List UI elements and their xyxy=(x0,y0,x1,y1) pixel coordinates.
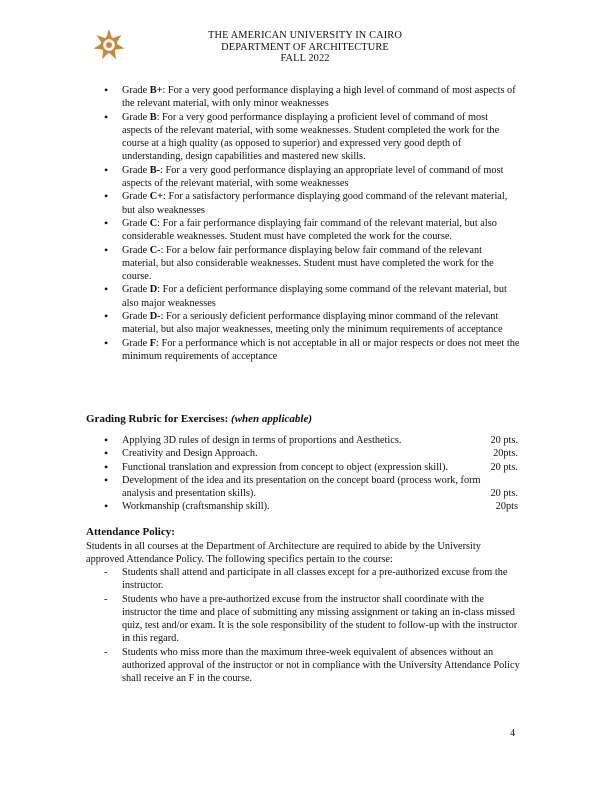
list-item: • Grade C: For a fair performance displaying fair command of the relevant material, but also considerable weaknesses. Student must have completed the work for the course. xyxy=(104,217,520,244)
list-item: • Grade F: For a performance which is not acceptable in all or major respects or does not meet the minimum requirements of acceptance xyxy=(104,337,520,364)
attendance-list xyxy=(104,566,520,686)
rubric-points: 20 pts. xyxy=(490,461,518,473)
rubric-note: (when applicable) xyxy=(231,413,312,425)
rubric-item: • Development of the idea and its presentation on the concept board (process work, form analysis and presentation skills). 20 pts. xyxy=(104,474,518,501)
list-item: - Students who have a pre-authorized excuse from the instructor shall coordinate with the instructor the time and place of submitting any missing assignment or taking an in-class missed quiz, test and/or exam. It is the sole responsibility of the student to follow-up with the instructor in this regard. xyxy=(104,593,520,646)
attendance-intro: Students in all courses at the Department of Architecture are required to abide by the University approved Attendance Policy. The following specifics pertain to the course: xyxy=(86,541,481,566)
rubric-item: • Applying 3D rules of design in terms of proportions and Aesthetics. 20 pts. xyxy=(104,434,518,447)
university-logo-icon xyxy=(92,28,126,62)
attendance-heading: Attendance Policy: xyxy=(86,526,175,538)
list-item: - Students who miss more than the maximum three-week equivalent of absences without an authorized approval of the instructor or not in compliance with the University Attendance Policy shall receive an F in the course. xyxy=(104,646,520,686)
rubric-item: • Creativity and Design Approach. 20pts. xyxy=(104,447,518,460)
grade-descriptions-list xyxy=(104,84,520,363)
list-item: • Grade C+: For a satisfactory performance displaying good command of the relevant material, but also weaknesses xyxy=(104,190,520,217)
list-item: • Grade B: For a very good performance displaying a proficient level of command of most aspects of the relevant material, with some weaknesses. Student completed the work for the course at a high quality (as opposed to superior) and expressed very good depth of understanding, design capabilities and mastered new skills. xyxy=(104,111,520,164)
list-item: • Grade D: For a deficient performance displaying some command of the relevant material, but also major weaknesses xyxy=(104,283,520,310)
list-item: • Grade B+: For a very good performance displaying a high level of command of most aspects of the relevant material, with only minor weaknesses xyxy=(104,84,520,111)
rubric-heading: Grading Rubric for Exercises: (when applicable) xyxy=(86,413,312,425)
rubric-points: 20 pts. xyxy=(490,488,518,500)
list-item: • Grade B-: For a very good performance displaying an appropriate level of command of most aspects of the relevant material, with some weaknesses xyxy=(104,164,520,191)
rubric-list xyxy=(104,434,518,514)
page-number: 4 xyxy=(510,728,516,739)
list-item: - Students shall attend and participate in all classes except for a pre-authorized excuse from the instructor. xyxy=(104,566,520,593)
list-item: • Grade D-: For a seriously deficient performance displaying minor command of the relevant material, but also major weaknesses, meeting only the minimum requirements of acceptance xyxy=(104,310,520,337)
rubric-item: • Functional translation and expression from concept to object (expression skill). 20 pts. xyxy=(104,461,518,474)
university-name: THE AMERICAN UNIVERSITY IN CAIRO xyxy=(208,30,402,41)
rubric-item: • Workmanship (craftsmanship skill). 20pts xyxy=(104,500,518,513)
rubric-points: 20pts xyxy=(495,501,518,513)
department-name: DEPARTMENT OF ARCHITECTURE xyxy=(221,41,389,53)
rubric-points: 20 pts. xyxy=(490,435,518,446)
rubric-points: 20pts. xyxy=(493,448,518,460)
term: FALL 2022 xyxy=(280,53,330,64)
document-header xyxy=(180,30,430,65)
list-item: • Grade C-: For a below fair performance displaying below fair command of the relevant material, but also considerable weaknesses. Student must have completed the work for the course. xyxy=(104,244,520,284)
